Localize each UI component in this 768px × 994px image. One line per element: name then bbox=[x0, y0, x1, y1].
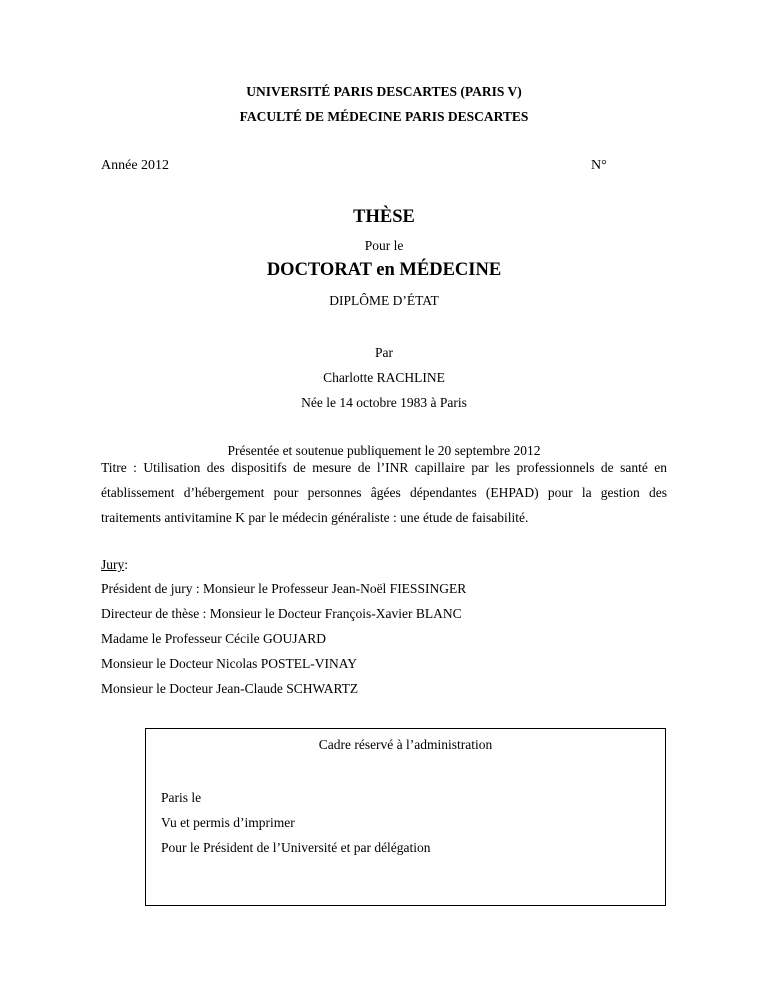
jury-heading-label: Jury bbox=[101, 557, 125, 572]
administration-box-lines bbox=[161, 785, 431, 860]
diploma-label: DIPLÔME D’ÉTAT bbox=[329, 293, 439, 308]
for-label: Pour le bbox=[364, 238, 404, 253]
administration-line: Paris le bbox=[161, 790, 202, 805]
jury-member: Madame le Professeur Cécile GOUJARD bbox=[101, 631, 326, 646]
thesis-title: Titre : Utilisation des dispositifs de mesure de l’INR capillaire par les professionnels de santé en établissement d’hébergement pour personnes âgées dépendantes (EHPAD) pour la gestion des traitements antivitamine K par le médecin généraliste : une étude de faisabilité. bbox=[101, 460, 667, 525]
administration-line: Vu et permis d’imprimer bbox=[161, 815, 295, 830]
jury-heading bbox=[101, 557, 128, 573]
author-name: Charlotte RACHLINE bbox=[323, 370, 445, 385]
defense-date: Présentée et soutenue publiquement le 20 septembre 2012 bbox=[227, 443, 541, 458]
by-label: Par bbox=[375, 345, 393, 360]
thesis-number-label: N° bbox=[591, 158, 607, 173]
faculty-name: FACULTÉ DE MÉDECINE PARIS DESCARTES bbox=[239, 109, 529, 124]
thesis-heading: THÈSE bbox=[353, 207, 415, 227]
jury-member-list bbox=[101, 576, 466, 701]
degree-title: DOCTORAT en MÉDECINE bbox=[266, 260, 502, 280]
jury-member: Directeur de thèse : Monsieur le Docteur François-Xavier BLANC bbox=[101, 606, 462, 621]
university-name: UNIVERSITÉ PARIS DESCARTES (PARIS V) bbox=[246, 84, 522, 99]
author-birth: Née le 14 octobre 1983 à Paris bbox=[301, 395, 467, 410]
jury-heading-colon: : bbox=[124, 557, 129, 572]
year-label: Année 2012 bbox=[101, 158, 170, 173]
administration-line: Pour le Président de l’Université et par délégation bbox=[161, 840, 431, 855]
jury-member: Monsieur le Docteur Jean-Claude SCHWARTZ bbox=[101, 681, 359, 696]
jury-member: Président de jury : Monsieur le Professeur Jean-Noël FIESSINGER bbox=[101, 581, 467, 596]
administration-box-title: Cadre réservé à l’administration bbox=[318, 737, 493, 752]
jury-member: Monsieur le Docteur Nicolas POSTEL-VINAY bbox=[101, 656, 357, 671]
administration-box bbox=[145, 728, 666, 906]
